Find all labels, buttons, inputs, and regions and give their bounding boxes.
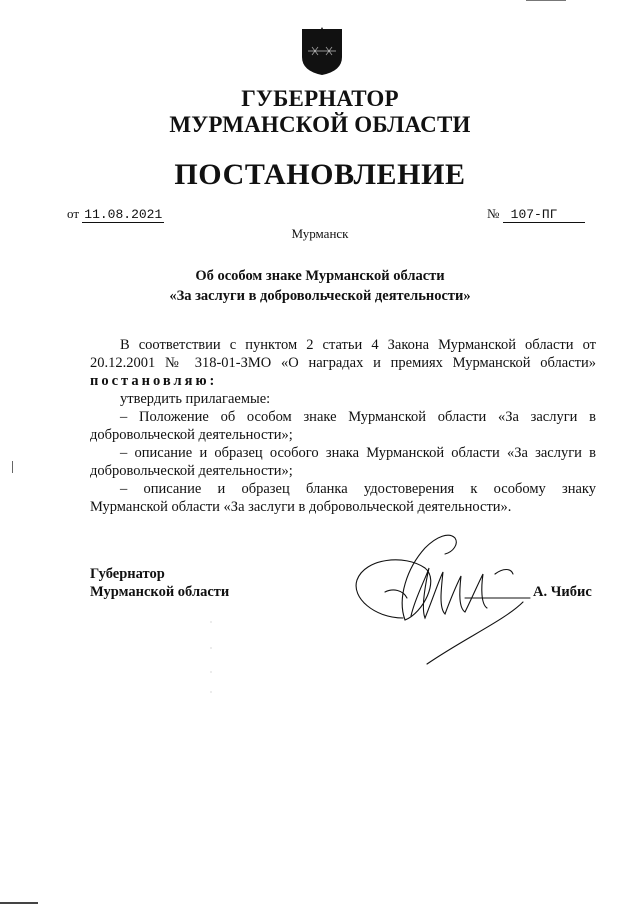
document-subject bbox=[0, 266, 640, 306]
coat-of-arms-icon bbox=[300, 27, 344, 77]
resolve-word: постановляю: bbox=[90, 373, 218, 389]
number-prefix: № bbox=[487, 206, 500, 221]
date-value: 11.08.2021 bbox=[84, 207, 163, 222]
item-3-line-1: – описание и образец бланка удостоверения к особому знаку bbox=[120, 481, 596, 497]
scan-mark-top bbox=[526, 0, 566, 1]
item-3-line-2: Мурманской области «За заслуги в добровольческой деятельности». bbox=[90, 499, 512, 515]
scan-mark-bottom bbox=[0, 902, 38, 904]
document-city: Мурманск bbox=[291, 226, 349, 241]
preamble-line-2: 20.12.2001 № 318-01-ЗМО «О наградах и премиях Мурманской области» bbox=[90, 355, 596, 371]
signatory-name: А. Чибис bbox=[533, 584, 592, 600]
header-governor: ГУБЕРНАТОР bbox=[241, 86, 399, 111]
subject-line-2: «За заслуги в добровольческой деятельности» bbox=[169, 288, 471, 304]
signatory-position-line-2: Мурманской области bbox=[90, 584, 230, 600]
item-1-line-2: добровольческой деятельности»; bbox=[90, 427, 293, 443]
document-date bbox=[67, 206, 164, 223]
signatory-position-line-1: Губернатор bbox=[90, 566, 165, 582]
item-2-line-1: – описание и образец особого знака Мурманской области «За заслуги в bbox=[120, 445, 596, 461]
handwritten-signature bbox=[345, 528, 535, 668]
document-body bbox=[90, 336, 596, 516]
document-number bbox=[487, 206, 585, 223]
item-2-line-2: добровольческой деятельности»; bbox=[90, 463, 293, 479]
item-1-line-1: – Положение об особом знаке Мурманской области «За заслуги в bbox=[120, 409, 596, 425]
approve-line: утвердить прилагаемые: bbox=[120, 391, 271, 407]
number-value: 107-ПГ bbox=[503, 208, 585, 223]
date-prefix: от bbox=[67, 206, 80, 221]
scan-dots bbox=[209, 620, 213, 700]
document-type-title: ПОСТАНОВЛЕНИЕ bbox=[174, 158, 466, 191]
header-region: МУРМАНСКОЙ ОБЛАСТИ bbox=[169, 112, 471, 137]
preamble-line-1: В соответствии с пунктом 2 статьи 4 Закона Мурманской области от bbox=[120, 337, 596, 353]
scan-mark-left bbox=[12, 461, 13, 473]
subject-line-1: Об особом знаке Мурманской области bbox=[195, 268, 445, 284]
signatory-position bbox=[90, 565, 229, 601]
